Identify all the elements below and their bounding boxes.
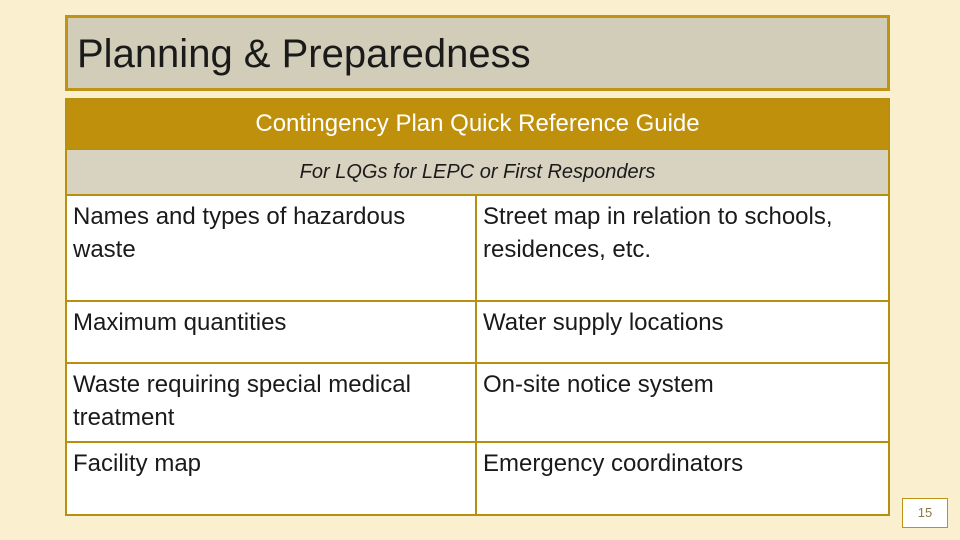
table-header-row	[66, 99, 889, 149]
table-cell-left: Waste requiring special medical treatment	[66, 363, 476, 442]
table-subheader-row	[66, 149, 889, 195]
table-row	[66, 442, 889, 515]
slide-title: Planning & Preparedness	[77, 32, 531, 76]
page-number: 15	[902, 498, 948, 528]
table-header: Contingency Plan Quick Reference Guide	[66, 99, 889, 149]
quick-reference-table	[65, 98, 890, 516]
table-cell-right: Street map in relation to schools, residences, etc.	[476, 195, 889, 301]
table-cell-right: Water supply locations	[476, 301, 889, 363]
table-subheader: For LQGs for LEPC or First Responders	[66, 149, 889, 195]
table-cell-left: Names and types of hazardous waste	[66, 195, 476, 301]
table-cell-right: On-site notice system	[476, 363, 889, 442]
table-cell-left: Facility map	[66, 442, 476, 515]
title-box	[65, 15, 890, 91]
table-row	[66, 195, 889, 301]
table-row	[66, 363, 889, 442]
table-cell-left: Maximum quantities	[66, 301, 476, 363]
table-cell-right: Emergency coordinators	[476, 442, 889, 515]
table-row	[66, 301, 889, 363]
